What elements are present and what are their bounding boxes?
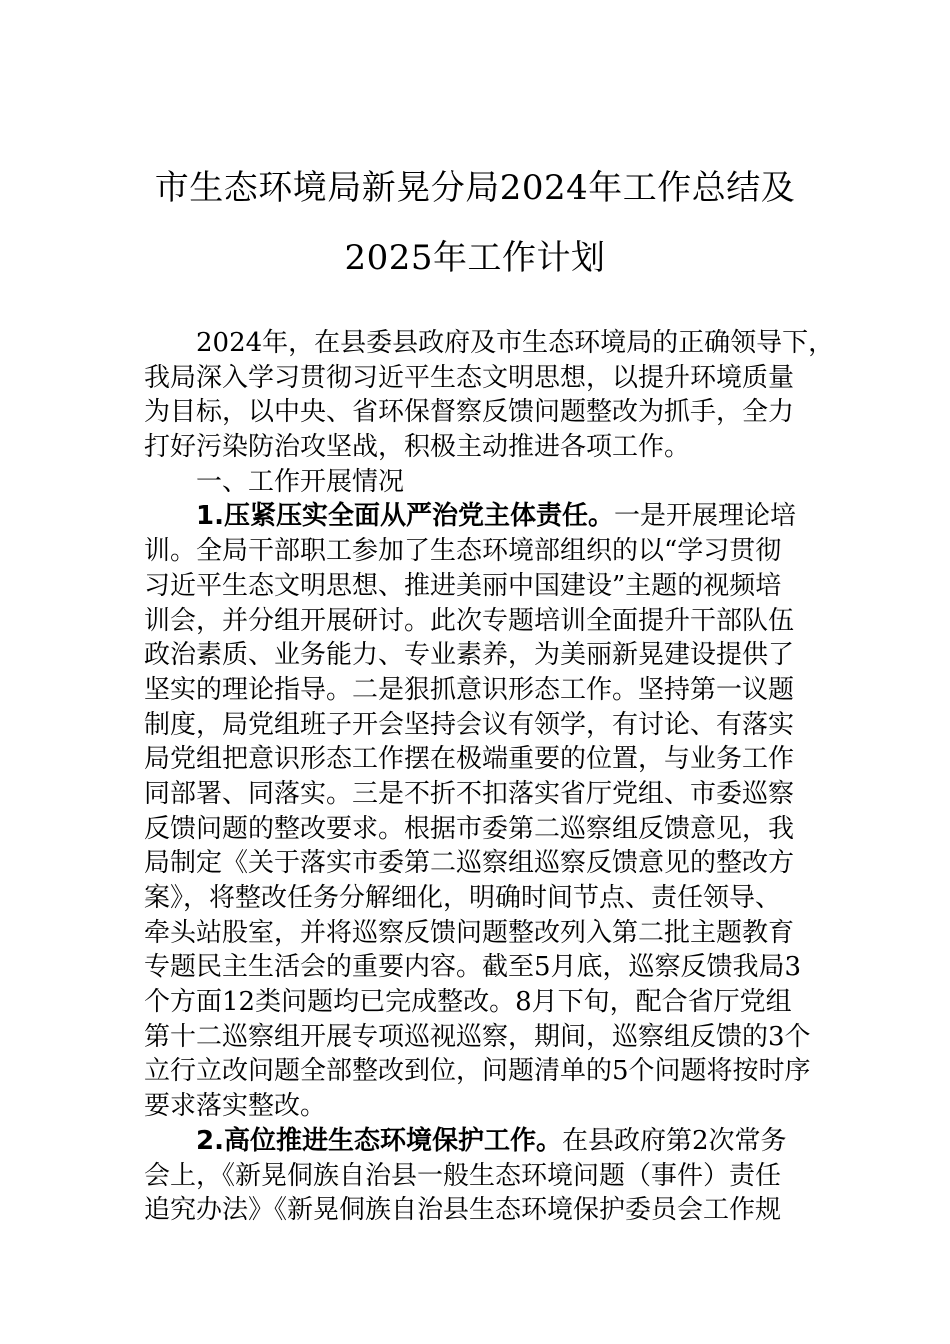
body-text: 局党组把意识形态工作摆在极端重要的位置，与业务工作 — [144, 744, 795, 775]
body-line — [144, 326, 835, 361]
body-line — [144, 950, 812, 985]
section-heading: 1.压紧压实全面从严治党主体责任。 — [196, 501, 614, 532]
body-text: 为目标，以中央、省环保督察反馈问题整改为抓手，全力 — [144, 397, 795, 428]
body-line — [144, 881, 812, 916]
body-text: 案》，将整改任务分解细化，明确时间节点、责任领导、 — [144, 883, 782, 913]
body-text: 训会，并分组开展研讨。此次专题培训全面提升干部队伍 — [144, 605, 795, 636]
body-line — [144, 569, 812, 604]
body-text: 2024年，在县委县政府及市生态环境局的正确领导下， — [196, 328, 835, 358]
body-text: 一是开展理论培 — [613, 501, 796, 532]
body-text: 第十二巡察组开展专项巡视巡察，期间，巡察组反馈的3个 — [144, 1021, 811, 1052]
body-line — [144, 1089, 812, 1124]
body-text: 政治素质、业务能力、专业素养，为美丽新晃建设提供了 — [144, 640, 795, 671]
body-text: 追究办法》《新晃侗族自治县生态环境保护委员会工作规 — [144, 1195, 782, 1226]
body-line — [144, 1124, 812, 1159]
body-line — [144, 985, 812, 1020]
body-text: 立行立改问题全部整改到位，问题清单的5个问题将按时序 — [144, 1056, 811, 1087]
body-line — [144, 916, 812, 951]
body-text: 局制定《关于落实市委第二巡察组巡察反馈意见的整改方 — [144, 848, 795, 879]
document-body — [144, 326, 835, 1228]
body-line — [144, 604, 812, 639]
body-text: 会上，《新晃侗族自治县一般生态环境问题（事件）责任 — [144, 1160, 782, 1191]
body-line — [144, 361, 812, 396]
body-line — [144, 846, 812, 881]
body-text: 同部署、同落实。三是不折不扣落实省厅党组、市委巡察 — [144, 778, 795, 809]
body-line — [144, 534, 812, 569]
body-text: 打好污染防治攻坚战，积极主动推进各项工作。 — [144, 432, 691, 463]
body-text: 习近平生态文明思想、推进美丽中国建设”主题的视频培 — [144, 570, 782, 601]
body-line — [144, 499, 812, 534]
body-text: 专题民主生活会的重要内容。截至5月底，巡察反馈我局3 — [144, 952, 802, 983]
body-text: 坚实的理论指导。二是狠抓意识形态工作。坚持第一议题 — [144, 674, 795, 705]
document-title-line-2: 2025年工作计划 — [344, 238, 606, 278]
body-line — [144, 395, 812, 430]
body-line — [144, 708, 812, 743]
body-text: 训。全局干部职工参加了生态环境部组织的以“学习贯彻 — [144, 536, 782, 567]
body-line — [144, 1193, 812, 1228]
body-text: 在县政府第2次常务 — [561, 1125, 787, 1156]
document-title-line-1: 市生态环境局新晃分局2024年工作总结及 — [154, 168, 796, 208]
section-heading: 2.高位推进生态环境保护工作。 — [196, 1125, 562, 1156]
body-line — [144, 1159, 812, 1194]
body-line — [144, 430, 812, 465]
body-line — [144, 638, 812, 673]
body-text: 牵头站股室，并将巡察反馈问题整改列入第二批主题教育 — [144, 917, 795, 948]
body-line — [144, 742, 812, 777]
body-text: 一、工作开展情况 — [196, 466, 405, 497]
body-line — [144, 812, 812, 847]
body-line — [144, 1020, 812, 1055]
body-text: 要求落实整改。 — [144, 1091, 327, 1122]
body-line — [144, 777, 812, 812]
body-text: 我局深入学习贯彻习近平生态文明思想，以提升环境质量 — [144, 362, 795, 393]
body-line — [144, 465, 812, 500]
body-text: 个方面12类问题均已完成整改。8月下旬，配合省厅党组 — [144, 987, 792, 1018]
body-text: 反馈问题的整改要求。根据市委第二巡察组反馈意见，我 — [144, 813, 795, 844]
body-line — [144, 673, 812, 708]
body-text: 制度，局党组班子开会坚持会议有领学，有讨论、有落实 — [144, 709, 795, 740]
body-line — [144, 1054, 812, 1089]
